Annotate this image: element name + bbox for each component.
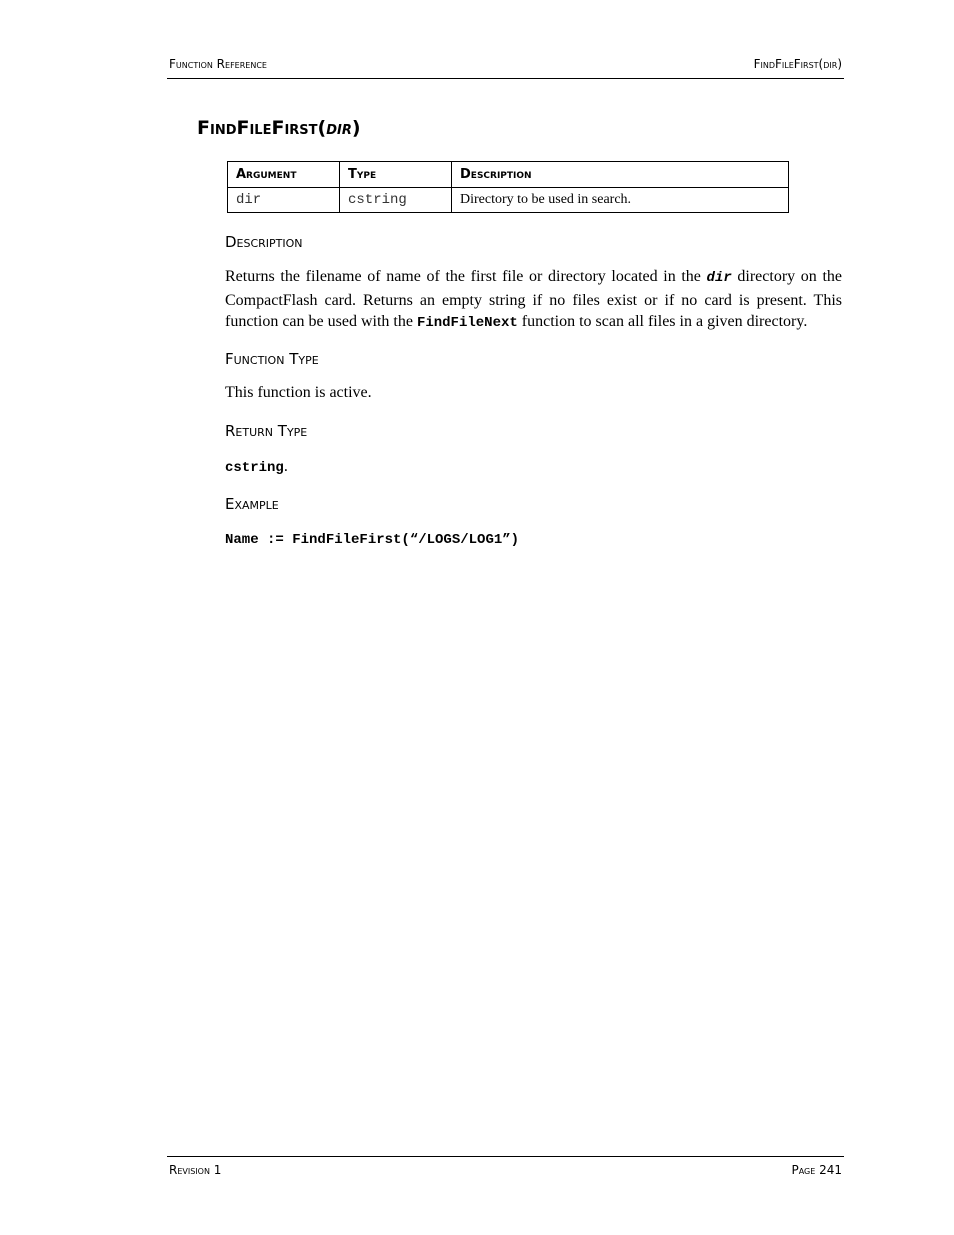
page-title bbox=[197, 117, 361, 139]
return-type-code: cstring bbox=[225, 460, 284, 476]
description-text-part-1: Returns the filename of name of the first file or directory located in the bbox=[225, 268, 707, 285]
table-header-row bbox=[228, 162, 789, 188]
title-close-paren: ) bbox=[351, 117, 361, 139]
example-code: Name := FindFileFirst(“/LOGS/LOG1”) bbox=[225, 532, 520, 548]
page-footer bbox=[167, 1156, 844, 1183]
column-header-argument: Argument bbox=[228, 162, 340, 188]
column-header-description: Description bbox=[452, 162, 789, 188]
cell-argument: dir bbox=[228, 188, 340, 213]
title-argument: dir bbox=[326, 117, 352, 139]
arguments-table bbox=[227, 161, 789, 213]
description-text-part-3: function to scan all files in a given directory. bbox=[517, 313, 808, 330]
description-heading: Description bbox=[225, 233, 303, 251]
description-text bbox=[225, 266, 842, 335]
example-heading: Example bbox=[225, 495, 279, 513]
page-header bbox=[167, 54, 844, 79]
footer-page-number: Page 241 bbox=[791, 1163, 842, 1177]
footer-revision: Revision 1 bbox=[169, 1163, 222, 1177]
header-function-name: FindFileFirst(dir) bbox=[753, 57, 842, 71]
title-function-name: FindFileFirst( bbox=[197, 117, 327, 139]
return-type-heading: Return Type bbox=[225, 422, 308, 440]
return-type-value bbox=[225, 456, 842, 480]
function-type-heading: Function Type bbox=[225, 350, 319, 368]
cell-type: cstring bbox=[340, 188, 452, 213]
table-row bbox=[228, 188, 789, 213]
header-section-title: Function Reference bbox=[169, 57, 267, 71]
column-header-type: Type bbox=[340, 162, 452, 188]
description-code-dir: dir bbox=[706, 270, 732, 286]
description-code-findfilenext: FindFileNext bbox=[416, 315, 518, 331]
description-text-part-2: directory on the CompactFlash card. Returns an empty string if no files exist or if no card is present. This function can be used with the bbox=[225, 268, 843, 330]
cell-description: Directory to be used in search. bbox=[452, 188, 789, 213]
function-type-text: This function is active. bbox=[225, 384, 372, 401]
return-type-period: . bbox=[283, 458, 288, 475]
